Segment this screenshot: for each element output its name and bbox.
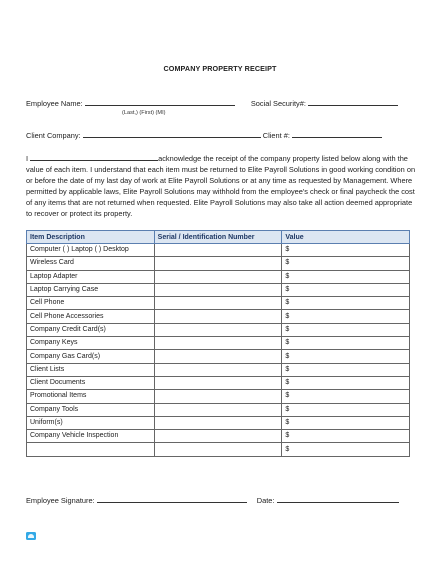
table-row (27, 350, 410, 363)
table-row (27, 270, 410, 283)
name-sublabel: (Last,) (First) (MI) (122, 110, 166, 116)
table-row (27, 443, 410, 456)
table-row (27, 403, 410, 416)
value-cell[interactable]: $ (282, 337, 410, 350)
value-cell[interactable]: $ (282, 443, 410, 456)
value-cell[interactable]: $ (282, 363, 410, 376)
value-cell[interactable]: $ (282, 244, 410, 257)
item-description-cell: Laptop Adapter (27, 270, 155, 283)
employee-name-row (26, 98, 398, 108)
ack-text: acknowledge the receipt of the company property listed below along with the value of each item. I understand that each item must be returned to Elite Payroll Solutions in good working condition on or before the date of my last day of work at Elite Payroll Solutions or at any time as requested by Management. Where permitted by applicable laws, Elite Payroll Solutions may withhold from the employee's check or final paycheck the cost of any items that are not returned when requested. Elite Payroll Solutions may also take all action deemed appropriate to recover or protect its property. (26, 154, 416, 218)
client-company-row (26, 130, 382, 140)
table-row (27, 257, 410, 270)
header-item-description: Item Description (27, 231, 155, 244)
ack-prefix: I (26, 154, 29, 163)
serial-number-cell[interactable] (154, 416, 282, 429)
employee-name-field[interactable] (85, 98, 235, 106)
table-row (27, 244, 410, 257)
brand-logo-icon (26, 532, 36, 540)
employee-signature-label: Employee Signature: (26, 496, 95, 505)
property-table (26, 230, 410, 457)
item-description-cell: Cell Phone Accessories (27, 310, 155, 323)
item-description-cell: Promotional Items (27, 390, 155, 403)
item-description-cell: Company Keys (27, 337, 155, 350)
ssn-field[interactable] (308, 98, 398, 106)
employee-signature-field[interactable] (97, 495, 247, 503)
date-label: Date: (256, 496, 275, 505)
client-company-label: Client Company: (26, 131, 81, 140)
value-cell[interactable]: $ (282, 323, 410, 336)
serial-number-cell[interactable] (154, 390, 282, 403)
item-description-cell: Laptop Carrying Case (27, 283, 155, 296)
item-description-cell: Uniform(s) (27, 416, 155, 429)
serial-number-cell[interactable] (154, 310, 282, 323)
item-description-cell: Company Vehicle Inspection (27, 430, 155, 443)
acknowledger-name-field[interactable] (30, 153, 158, 161)
header-value: Value (282, 231, 410, 244)
serial-number-cell[interactable] (154, 337, 282, 350)
table-row (27, 337, 410, 350)
serial-number-cell[interactable] (154, 376, 282, 389)
item-description-cell: Wireless Card (27, 257, 155, 270)
serial-number-cell[interactable] (154, 403, 282, 416)
value-cell[interactable]: $ (282, 390, 410, 403)
value-cell[interactable]: $ (282, 297, 410, 310)
value-cell[interactable]: $ (282, 403, 410, 416)
table-row (27, 430, 410, 443)
table-row (27, 416, 410, 429)
acknowledgement-paragraph (26, 153, 418, 219)
serial-number-cell[interactable] (154, 257, 282, 270)
date-field[interactable] (277, 495, 399, 503)
serial-number-cell[interactable] (154, 430, 282, 443)
client-number-field[interactable] (292, 130, 382, 138)
table-row (27, 283, 410, 296)
serial-number-cell[interactable] (154, 244, 282, 257)
item-description-cell: Company Credit Card(s) (27, 323, 155, 336)
serial-number-cell[interactable] (154, 270, 282, 283)
item-description-cell: Cell Phone (27, 297, 155, 310)
serial-number-cell[interactable] (154, 443, 282, 456)
table-row (27, 390, 410, 403)
value-cell[interactable]: $ (282, 283, 410, 296)
item-description-cell (27, 443, 155, 456)
employee-name-label: Employee Name: (26, 99, 83, 108)
item-description-cell: Client Documents (27, 376, 155, 389)
item-description-cell: Company Gas Card(s) (27, 350, 155, 363)
table-row (27, 310, 410, 323)
item-description-cell: Company Tools (27, 403, 155, 416)
serial-number-cell[interactable] (154, 363, 282, 376)
client-number-label: Client #: (262, 131, 290, 140)
item-description-cell: Computer ( ) Laptop ( ) Desktop (27, 244, 155, 257)
table-row (27, 363, 410, 376)
serial-number-cell[interactable] (154, 297, 282, 310)
value-cell[interactable]: $ (282, 310, 410, 323)
value-cell[interactable]: $ (282, 270, 410, 283)
value-cell[interactable]: $ (282, 257, 410, 270)
value-cell[interactable]: $ (282, 430, 410, 443)
value-cell[interactable]: $ (282, 416, 410, 429)
table-row (27, 376, 410, 389)
value-cell[interactable]: $ (282, 376, 410, 389)
serial-number-cell[interactable] (154, 283, 282, 296)
signature-row (26, 495, 399, 505)
serial-number-cell[interactable] (154, 350, 282, 363)
item-description-cell: Client Lists (27, 363, 155, 376)
document-title: COMPANY PROPERTY RECEIPT (163, 64, 277, 73)
value-cell[interactable]: $ (282, 350, 410, 363)
serial-number-cell[interactable] (154, 323, 282, 336)
header-serial-number: Serial / Identification Number (154, 231, 282, 244)
table-header-row (27, 231, 410, 244)
ssn-label: Social Security#: (250, 99, 306, 108)
client-company-field[interactable] (83, 130, 261, 138)
table-row (27, 297, 410, 310)
table-row (27, 323, 410, 336)
